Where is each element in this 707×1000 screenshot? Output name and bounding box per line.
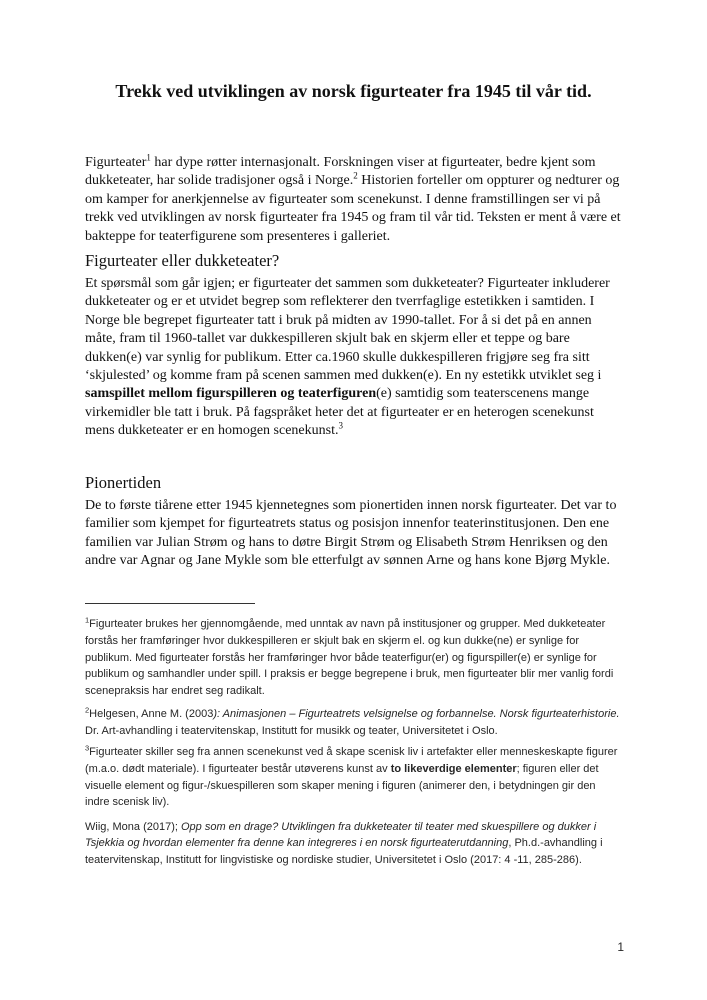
footnote-ref-3: 3: [338, 420, 343, 431]
text-segment: Figurteater brukes her gjennomgående, med unntak av navn på institusjoner og grupper. Med dukketeater forstås her framføringer hvor dukkespilleren er skjult bak en skjerm el. og kun dukke(ne) er synlige for publikum. Med figurteater forstås her framføringer hvor både teaterfigur(er) og figurspiller(e) er synlige for publikum og samhandler under spill. I praksis er begge begrepene i bruk, men figurteater blir mer vanlig fordi scenepraksis har endret seg radikalt.: [85, 618, 614, 697]
footnote-2: [85, 706, 622, 739]
text-segment: ; figuren eller det visuelle element og figur-/skuespilleren som skaper mening i figuren (animerer den, i betydningen gir den indre scenisk liv).: [85, 763, 599, 809]
text-segment: Dr. Art-avhandling i teatervitenskap, Institutt for musikk og teater, Universitetet i Oslo.: [85, 724, 498, 737]
footnote-ref-1: 1: [146, 152, 151, 163]
section-paragraph-pionertiden: [85, 497, 622, 571]
text-segment: Historien forteller om oppturer og nedturer og om kamper for anerkjennelse av figurteater som scenekunst. I denne framstillingen ser vi på trekk ved utviklingen av norsk figurteater fra 1945 og fram til vår tid. Teksten er ment å være et bakteppe for teaterfigurene som presenteres i galleriet.: [85, 173, 621, 244]
bold-text-segment: to likeverdige elementer: [390, 763, 517, 776]
footnote-marker-3: 3: [85, 743, 90, 753]
footnote-3: [85, 744, 622, 810]
italic-text-segment: ): Animasjonen – Figurteatrets velsignelse og forbannelse. Norsk figurteaterhistorie.: [213, 708, 620, 721]
footnote-reference-wiig: [85, 819, 622, 869]
document-title: Trekk ved utviklingen av norsk figurteater fra 1945 til vår tid.: [115, 81, 592, 101]
footnote-1: [85, 616, 622, 699]
footnote-marker-1: 1: [85, 615, 90, 625]
text-segment: Figurteater: [85, 155, 147, 170]
text-segment: Helgesen, Anne M. (2003: [89, 708, 214, 721]
section-heading-pionertiden: Pionertiden: [85, 472, 162, 492]
bold-text-segment: samspillet mellom figurspilleren og teaterfiguren: [85, 386, 377, 402]
footnote-marker-2: 2: [85, 705, 90, 715]
intro-paragraph: [85, 154, 622, 246]
italic-text-segment: Opp som en drage? Utviklingen fra dukketeater til teater med skuespillere og dukker i Tsjekkia og hvordan elementer fra denne kan integreres i en norsk figurteaterutdanning: [85, 820, 597, 850]
section-paragraph-figurteater: [85, 275, 622, 441]
text-segment: (e) samtidig som teaterscenens mange virkemidler ble tatt i bruk. På fagspråket heter det at figurteater er en heterogen scenekunst mens dukketeater er en homogen scenekunst.: [85, 386, 594, 439]
text-segment: Figurteater skiller seg fra annen scenekunst ved å skape scenisk liv i artefakter eller menneskeskapte figurer (m.a.o. dødt materiale). I figurteater består utøverens kunst av: [85, 746, 618, 776]
text-segment: har dype røtter internasjonalt. Forskningen viser at figurteater, bedre kjent som dukketeater, har solide tradisjoner også i Norge.: [85, 155, 596, 189]
footnotes-section: [85, 616, 622, 868]
text-segment: , Ph.d.-avhandling i teatervitenskap, Institutt for lingvistiske og nordiske studier, Universitetet i Oslo (2017: 4 -11, 285-286).: [85, 837, 603, 867]
footnote-separator: [85, 603, 255, 604]
page-number: 1: [617, 940, 624, 954]
section-heading-figurteater-eller-dukketeater: Figurteater eller dukketeater?: [85, 251, 280, 271]
text-segment: Wiig, Mona (2017);: [85, 820, 181, 833]
text-segment: De to første tiårene etter 1945 kjennetegnes som pionertiden innen norsk figurteater. Det var to familier som kjempet for figurteatrets status og posisjon innenfor teaterinstitusjonen. Den ene familien var Julian Strøm og hans to døtre Birgit Strøm og Elisabeth Strøm Henriksen og den andre var Agnar og Jane Mykle som ble etterfulgt av sønnen Arne og hans kone Bjørg Mykle.: [85, 497, 617, 568]
footnote-ref-2: 2: [353, 170, 358, 181]
text-segment: Et spørsmål som går igjen; er figurteater det sammen som dukketeater? Figurteater inkluderer dukketeater og er et utvidet begrep som reflekterer den tverrfaglige estetikken i samtiden. I Norge ble begrepet figurteater tatt i bruk på midten av 1990-tallet. For å si det på en annen måte, fram til 1960-tallet var dukkespilleren skjult bak en skjerm eller et teppe og bare dukken(e) var synlig for publikum. Etter ca.1960 skulle dukkespilleren frigjøre seg fra sitt ‘skjulested’ og komme fram på scenen sammen med dukken(e). En ny estetikk utviklet seg i: [85, 276, 610, 384]
